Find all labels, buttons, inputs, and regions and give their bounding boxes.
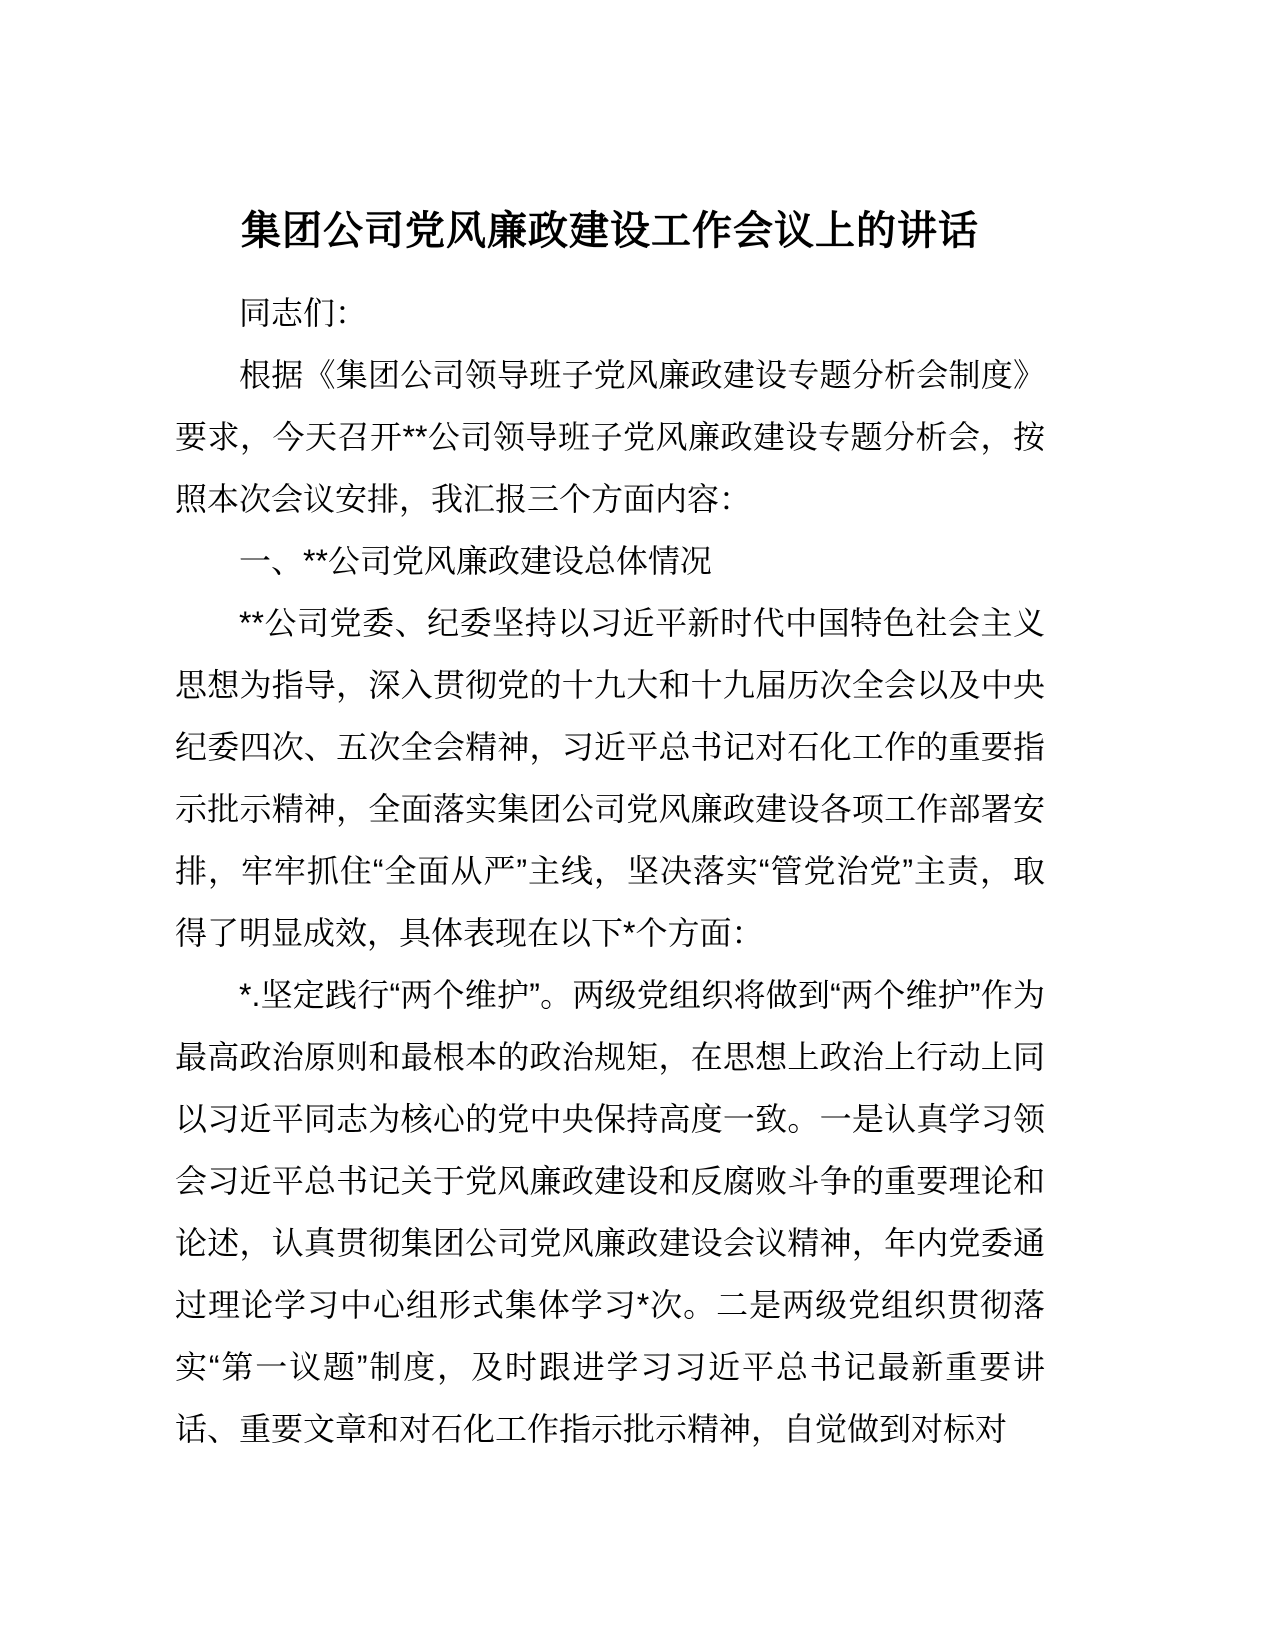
document-title: 集团公司党风廉政建设工作会议上的讲话 [241,209,979,253]
paragraph-section-heading: 一、**公司党风廉政建设总体情况 [239,543,712,579]
paragraph-body-point-one: *.坚定践行“两个维护”。两级党组织将做到“两个维护”作为最高政治原则和最根本的政治规矩，在思想上政治上行动上同以习近平同志为核心的党中央保持高度一致。一是认真学习领会习近平总书记关于党风廉政建设和反腐败斗争的重要理论和论述，认真贯彻集团公司党风廉政建设会议精神，年内党委通过理论学习中心组形式集体学习*次。二是两级党组织贯彻落实“第一议题”制度，及时跟进学习习近平总书记最新重要讲话、重要文章和对石化工作指示批示精神，自觉做到对标对 [175,977,1045,1447]
paragraph-body-overview: **公司党委、纪委坚持以习近平新时代中国特色社会主义思想为指导，深入贯彻党的十九大和十九届历次全会以及中央纪委四次、五次全会精神，习近平总书记对石化工作的重要指示批示精神，全面落实集团公司党风廉政建设各项工作部署安排，牢牢抓住“全面从严”主线，坚决落实“管党治党”主责，取得了明显成效，具体表现在以下*个方面： [175,605,1045,951]
paragraph-salutation: 同志们： [239,295,368,331]
paragraph-intro: 根据《集团公司领导班子党风廉政建设专题分析会制度》要求，今天召开**公司领导班子党风廉政建设专题分析会，按照本次会议安排，我汇报三个方面内容： [175,357,1045,517]
